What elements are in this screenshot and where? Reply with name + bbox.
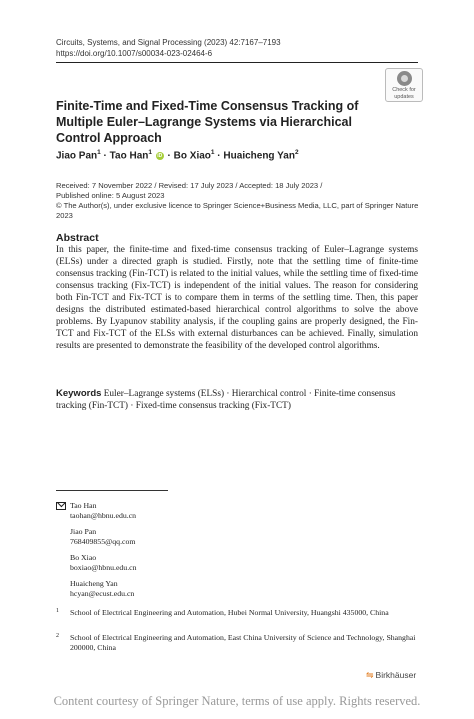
contact-email[interactable]: boxiao@hbnu.edu.cn xyxy=(70,563,137,572)
abstract-heading: Abstract xyxy=(56,232,99,244)
orcid-icon[interactable]: iD xyxy=(157,153,163,160)
badge-line2: updates xyxy=(394,94,414,100)
author-name[interactable]: Tao Han xyxy=(109,150,149,162)
contact-email[interactable]: 768409855@qq.com xyxy=(70,537,136,546)
affiliation-number: 2 xyxy=(56,633,59,639)
author-affil-sup: 2 xyxy=(294,149,299,156)
check-for-updates-badge[interactable] xyxy=(385,68,423,102)
author-affil-sup: 1 xyxy=(148,149,152,156)
paper-title: Finite-Time and Fixed-Time Consensus Tracking of Multiple Euler–Lagrange Systems via Hierarchical Control Approach xyxy=(56,99,359,145)
dates-line: Received: 7 November 2022 / Revised: 17 July 2023 / Accepted: 18 July 2023 / xyxy=(56,181,323,190)
keywords-text: Euler–Lagrange systems (ELSs) · Hierarchical control · Finite-time consensus tracking (Fin-TCT) · Fixed-time consensus tracking (Fix-TCT) xyxy=(56,389,396,411)
contact-entry xyxy=(56,579,137,599)
publication-dates xyxy=(56,181,436,221)
keywords-section xyxy=(56,388,418,412)
affiliation-text: School of Electrical Engineering and Automation, Hubei Normal University, Huangshi 435000, China xyxy=(70,608,389,617)
publisher-name: Birkhäuser xyxy=(375,670,417,680)
affiliation-1 xyxy=(56,608,426,618)
affiliation-2 xyxy=(56,633,426,653)
journal-citation: Circuits, Systems, and Signal Processing (2023) 42:7167–7193 xyxy=(56,38,281,47)
author-name[interactable]: Bo Xiao xyxy=(173,150,211,162)
author-name[interactable]: Jiao Pan xyxy=(56,150,98,162)
courtesy-notice: Content courtesy of Springer Nature, terms of use apply. Rights reserved. xyxy=(53,694,421,708)
contact-name: Tao Han xyxy=(70,501,97,510)
author-affil-sup: 1 xyxy=(210,149,215,156)
envelope-icon xyxy=(56,502,66,510)
contact-name: Jiao Pan xyxy=(70,527,97,536)
doi-link[interactable]: https://doi.org/10.1007/s00034-023-02464-6 xyxy=(56,49,213,58)
contact-name: Bo Xiao xyxy=(70,553,97,562)
contact-entry xyxy=(56,553,137,573)
check-updates-icon xyxy=(397,71,412,86)
contact-email[interactable]: hcyan@ecust.edu.cn xyxy=(70,589,135,598)
journal-header xyxy=(56,37,281,59)
copyright-line: © The Author(s), under exclusive licence to Springer Science+Business Media, LLC, part of Springer Nature 2023 xyxy=(56,201,419,220)
dates-line: Published online: 5 August 2023 xyxy=(56,191,165,200)
keywords-label: Keywords xyxy=(56,388,102,399)
contact-email[interactable]: taohan@hbnu.edu.cn xyxy=(70,511,137,520)
birkhauser-icon: ⇋ xyxy=(366,670,374,680)
affiliation-text: School of Electrical Engineering and Automation, East China University of Science and Technology, Shanghai 200000, China xyxy=(70,633,416,652)
contact-entry xyxy=(56,527,137,547)
author-contacts xyxy=(56,501,137,605)
badge-line1: Check for xyxy=(392,87,416,93)
footnote-separator xyxy=(56,490,168,491)
author-name[interactable]: Huaicheng Yan xyxy=(223,150,295,162)
abstract-text: In this paper, the finite-time and fixed-time consensus tracking of Euler–Lagrange systems (ELSs) under a directed graph is studied. Firstly, note that the settling time of finite-time consensus tracking (Fin-TCT) is related to the initial values, while the settling time of fixed-time consensus tracking (Fix-TCT) is independent of the initial values. The reason for considering both Fin-TCT and Fix-TCT is to compare them in terms of the settling time. Then, this paper designs the distributed estimated-based hierarchical control algorithms to solve the above problems. By Lyapunov stability analysis, if the coupling gains are properly designed, the Fin-TCT and Fix-TCT of the ELSs with external disturbances can be achieved. Finally, simulation results are presented to demonstrate the feasibility of the developed control algorithms. xyxy=(56,245,418,351)
contact-entry xyxy=(56,501,137,521)
author-affil-sup: 1 xyxy=(97,149,101,156)
affiliation-number: 1 xyxy=(56,608,59,614)
author-list: Jiao Pan$^1$ · Tao Han$^1$ iD · Bo Xiao$^1$ · Huaicheng Yan$^2$ xyxy=(56,149,299,162)
publisher-logo xyxy=(366,670,416,681)
header-rule xyxy=(56,62,418,63)
contact-name: Huaicheng Yan xyxy=(70,579,118,588)
